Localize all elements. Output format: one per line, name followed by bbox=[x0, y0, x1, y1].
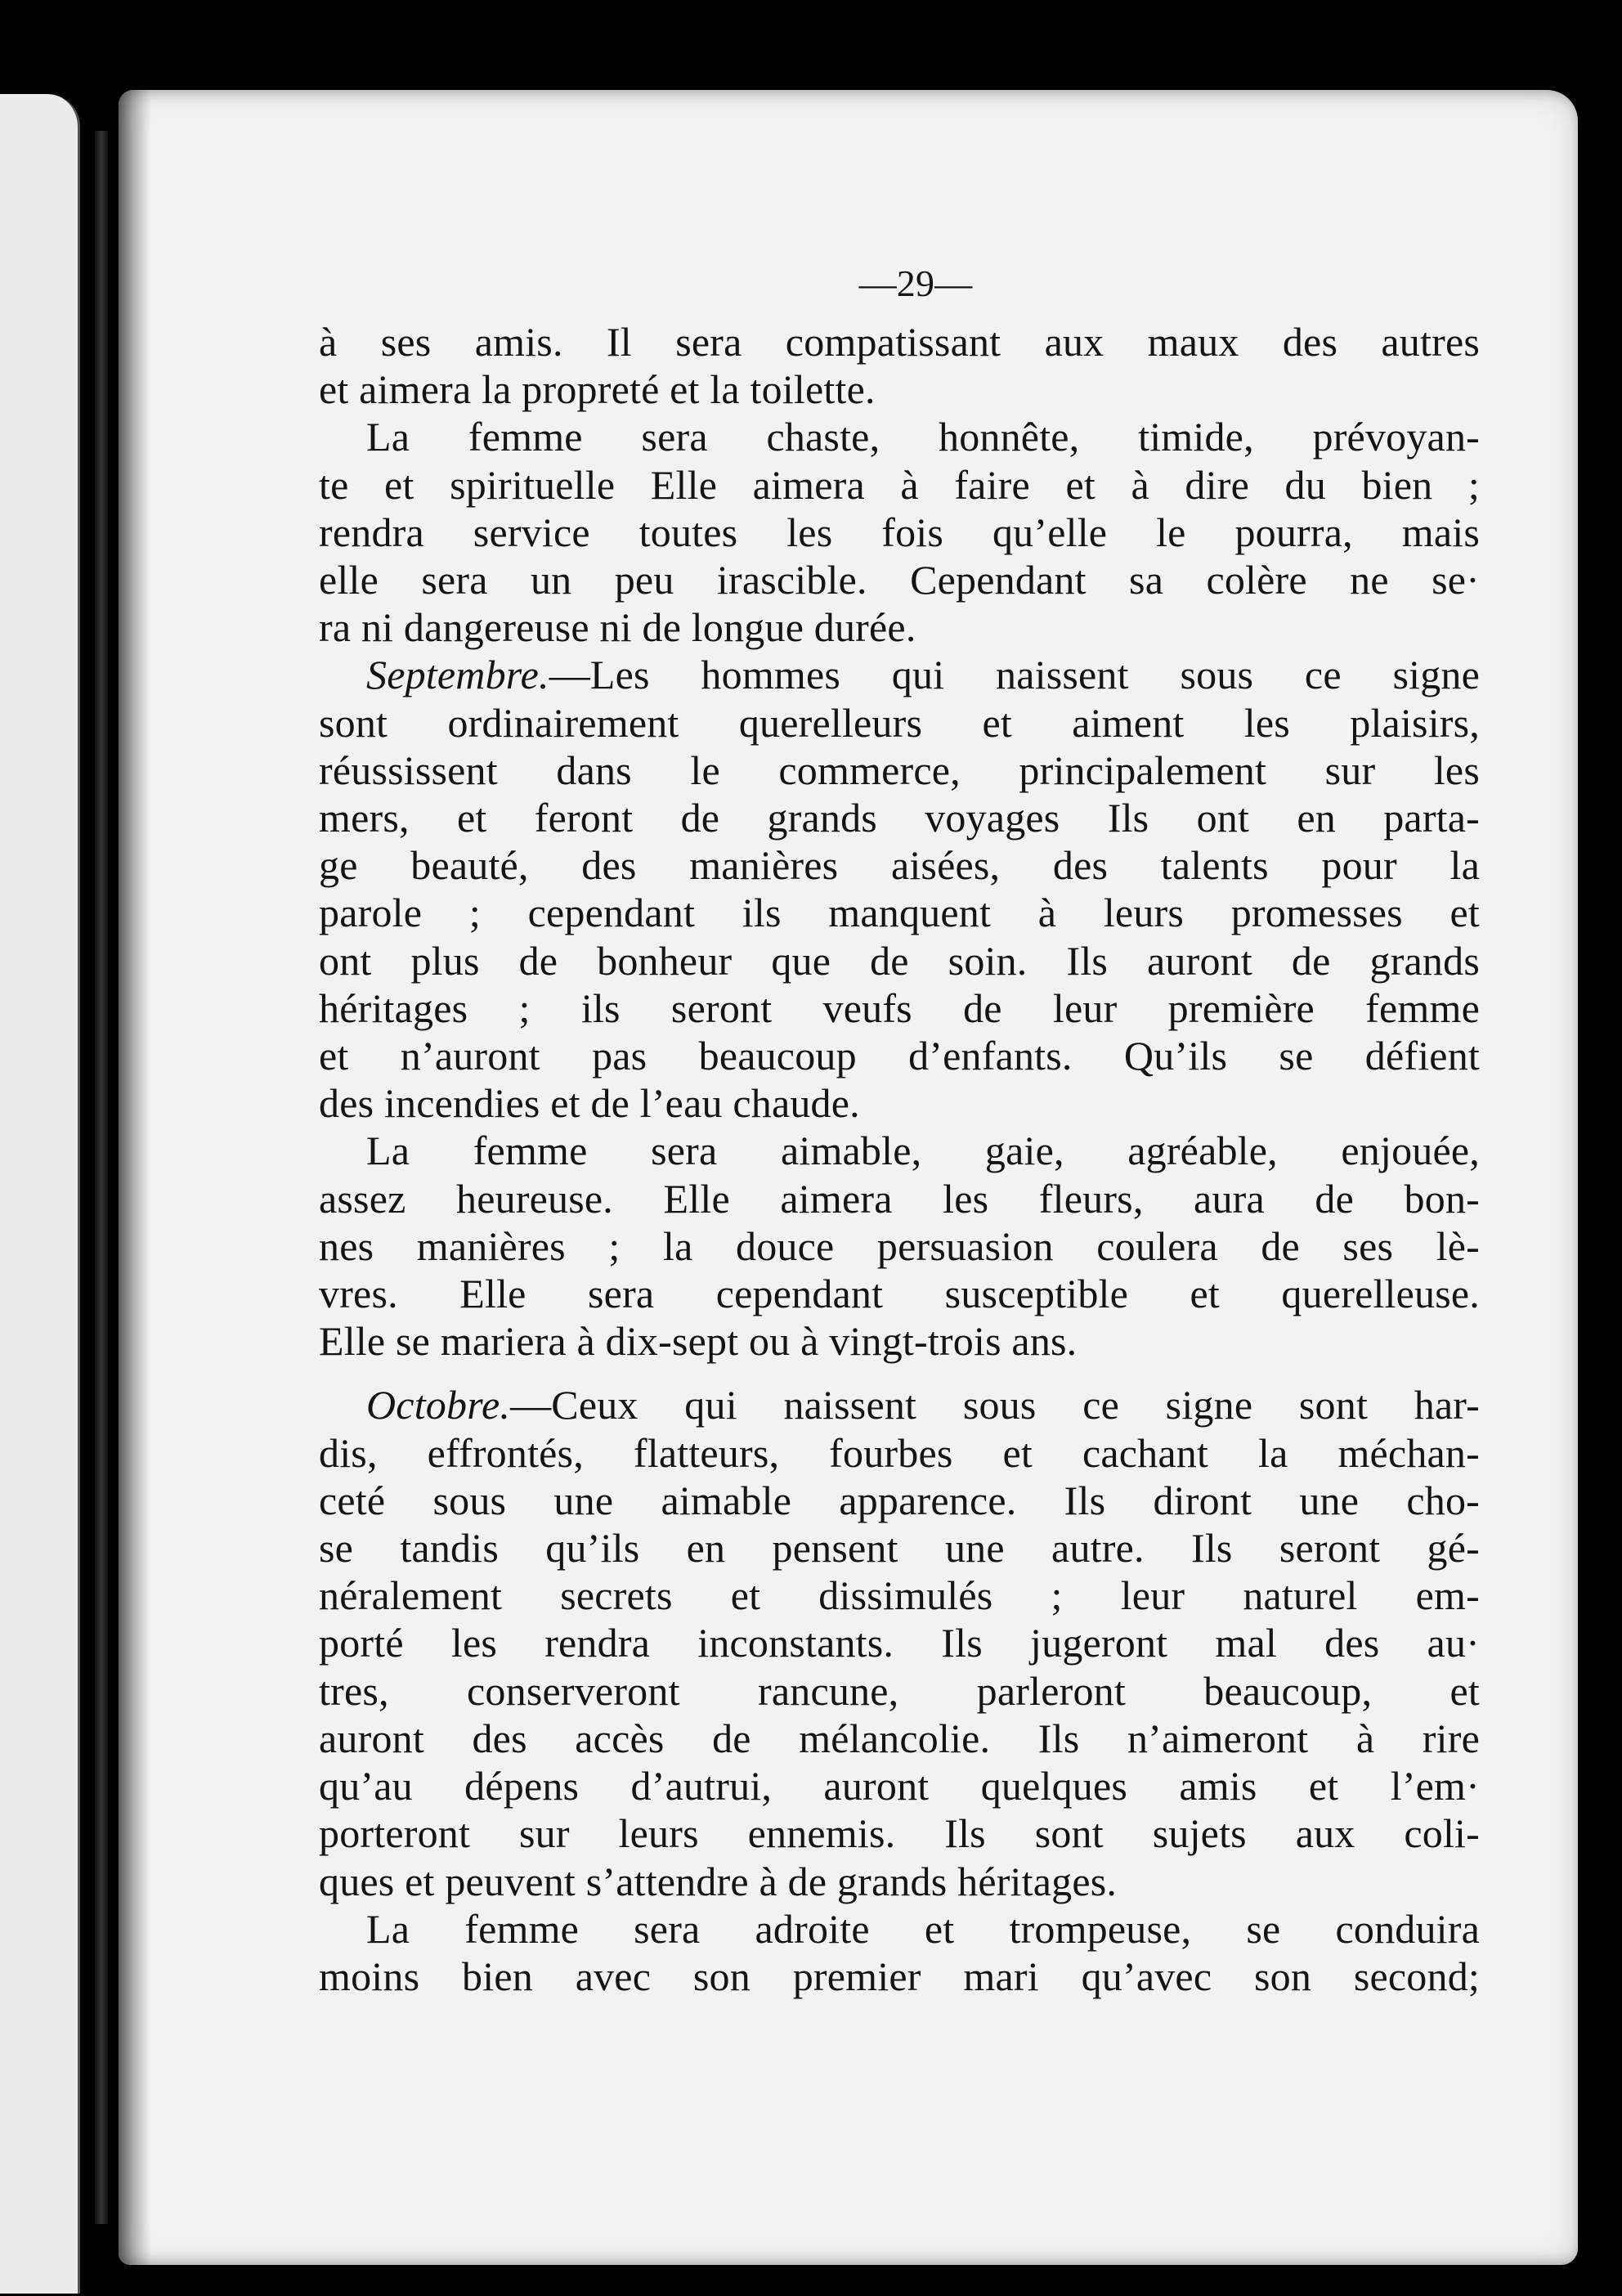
text-line: dis, effrontés, flatteurs, fourbes et cachant la méchan- bbox=[319, 1429, 1480, 1476]
text-line: La femme sera adroite et trompeuse, se conduira bbox=[366, 1905, 1480, 1952]
text-line: —Les hommes qui naissent sous ce signe bbox=[549, 652, 1480, 698]
text-line: tres, conserveront rancune, parleront beaucoup, et bbox=[319, 1667, 1480, 1714]
text-line: se tandis qu’ils en pensent une autre. Ils seront gé- bbox=[319, 1525, 1480, 1572]
heading-octobre: Octobre. bbox=[366, 1382, 511, 1428]
text-line: néralement secrets et dissimulés ; leur naturel em- bbox=[319, 1572, 1480, 1619]
heading-septembre: Septembre. bbox=[366, 652, 549, 698]
text-line: ques et peuvent s’attendre à de grands héritages. bbox=[319, 1858, 1118, 1904]
text-line: et aimera la propreté et la toilette. bbox=[319, 366, 876, 413]
gutter-shadow bbox=[119, 90, 151, 2265]
text-line: porté les rendra inconstants. Ils jugeront mal des au· bbox=[319, 1620, 1480, 1666]
text-line: ceté sous une aimable apparence. Ils diront une cho- bbox=[319, 1477, 1480, 1523]
text-line: vres. Elle sera cependant susceptible et querelleuse. bbox=[319, 1271, 1480, 1317]
text-line: et n’auront pas beaucoup d’enfants. Qu’ils se défient bbox=[319, 1033, 1480, 1079]
text-line: nes manières ; la douce persuasion coulera de ses lè- bbox=[319, 1222, 1480, 1269]
text-line: parole ; cependant ils manquent à leurs promesses et bbox=[319, 890, 1480, 936]
text-line: Elle se mariera à dix-sept ou à vingt-trois ans. bbox=[319, 1318, 1078, 1365]
text-line: auront des accès de mélancolie. Ils n’aimeront à rire bbox=[319, 1715, 1480, 1761]
text-line: —Ceux qui naissent sous ce signe sont har- bbox=[510, 1382, 1480, 1428]
text-line: mers, et feront de grands voyages Ils ont en parta- bbox=[319, 795, 1480, 841]
text-line: La femme sera aimable, gaie, agréable, enjouée, bbox=[366, 1128, 1480, 1174]
text-line: à ses amis. Il sera compatissant aux maux des autres bbox=[319, 319, 1480, 365]
text-line: ge beauté, des manières aisées, des talents pour la bbox=[319, 842, 1480, 889]
text-line: réussissent dans le commerce, principalement sur les bbox=[319, 747, 1480, 793]
text-line: te et spirituelle Elle aimera à faire et à dire du bien ; bbox=[319, 461, 1480, 508]
section-line-octobre bbox=[319, 1381, 1480, 1428]
text-line: héritages ; ils seront veufs de leur première femme bbox=[319, 984, 1480, 1031]
text-line: qu’au dépens d’autrui, auront quelques amis et l’em· bbox=[319, 1763, 1480, 1809]
text-line: porteront sur leurs ennemis. Ils sont sujets aux coli- bbox=[319, 1810, 1480, 1857]
text-line: assez heureuse. Elle aimera les fleurs, aura de bon- bbox=[319, 1175, 1480, 1222]
text-line: rendra service toutes les fois qu’elle le pourra, mais bbox=[319, 509, 1480, 555]
page-text bbox=[319, 249, 1480, 2000]
text-line: moins bien avec son premier mari qu’avec son second; bbox=[319, 1953, 1480, 1999]
text-line: sont ordinairement querelleurs et aiment les plaisirs, bbox=[319, 699, 1480, 746]
section-line-septembre bbox=[319, 651, 1480, 698]
text-line: ra ni dangereuse ni de longue durée. bbox=[319, 604, 916, 651]
text-line: elle sera un peu irascible. Cependant sa colère ne se· bbox=[319, 557, 1480, 603]
text-line: La femme sera chaste, honnête, timide, prévoyan- bbox=[366, 414, 1480, 460]
text-line: ont plus de bonheur que de soin. Ils auront de grands bbox=[319, 937, 1480, 984]
page-number: —29— bbox=[858, 262, 973, 304]
book-binding bbox=[95, 131, 108, 2224]
previous-page-edge bbox=[0, 94, 80, 2294]
text-line: des incendies et de l’eau chaude. bbox=[319, 1080, 860, 1127]
